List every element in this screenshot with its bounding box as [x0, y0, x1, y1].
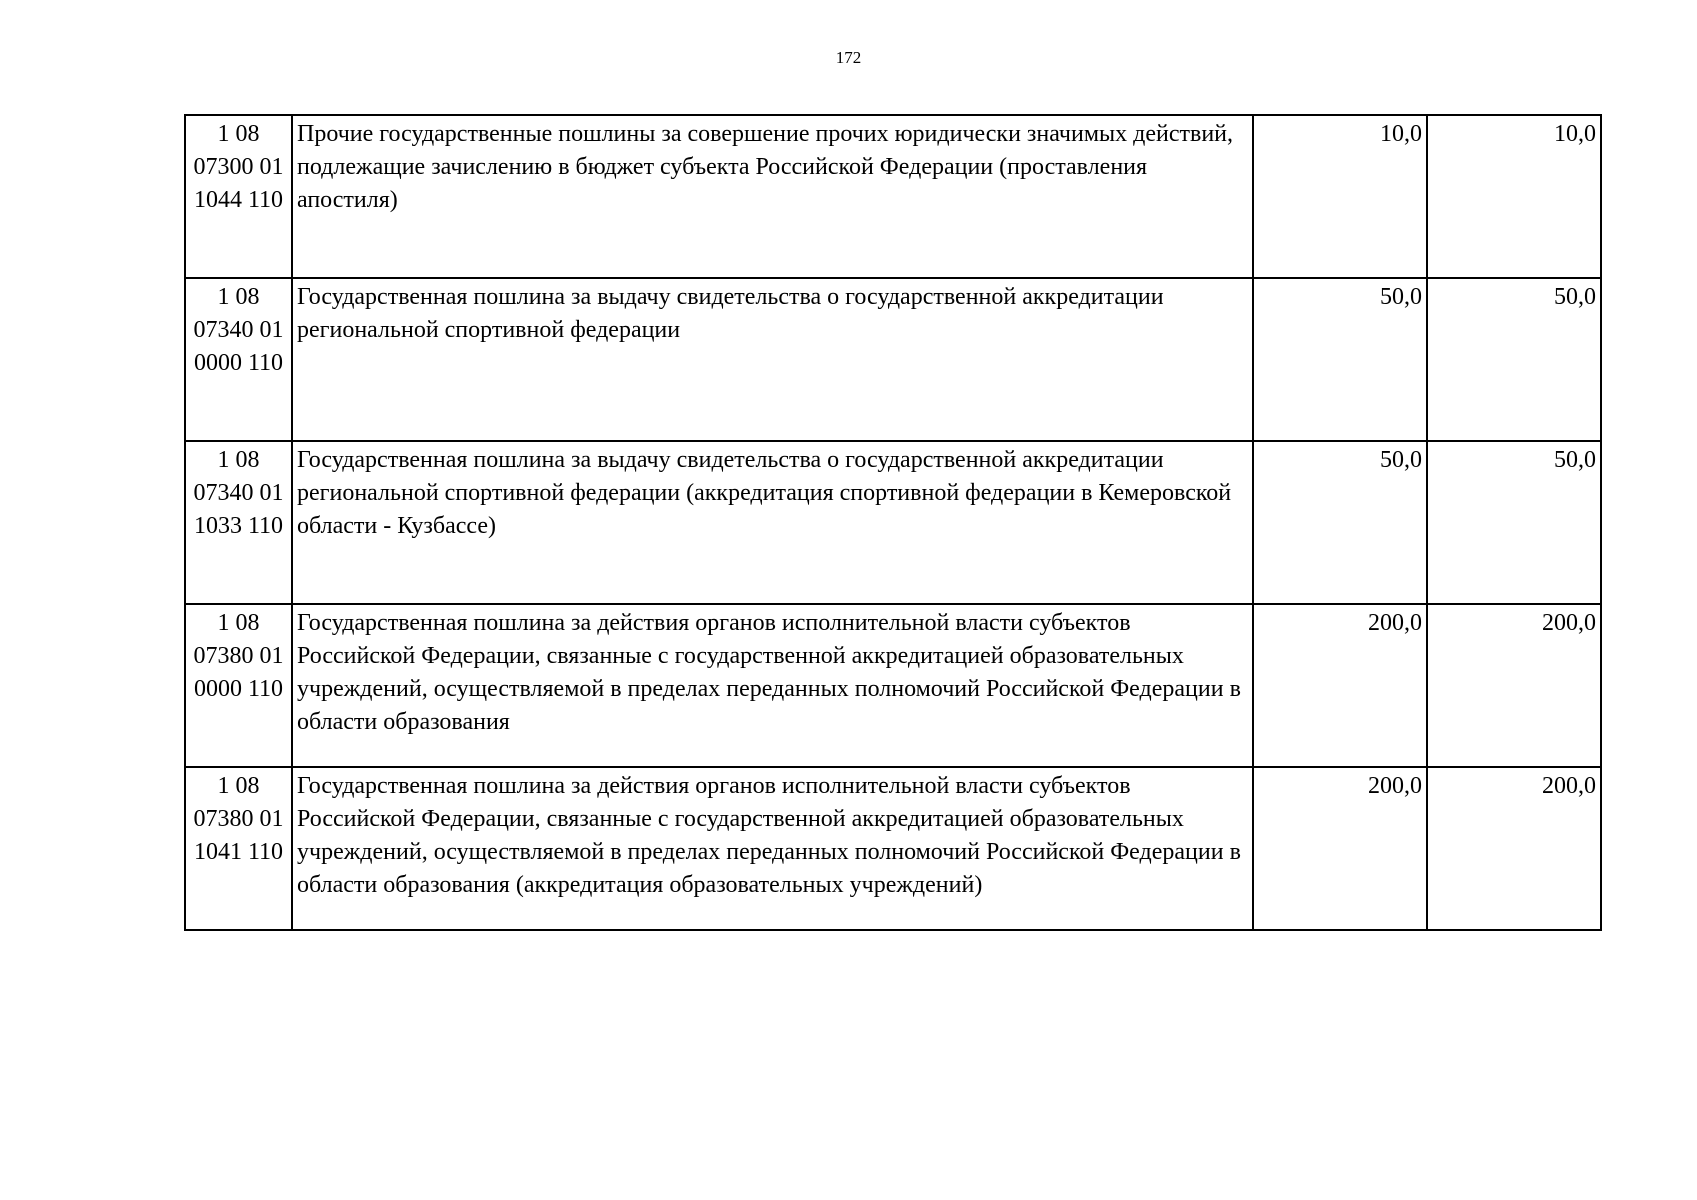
table-row: [185, 278, 1601, 441]
table-row: [185, 441, 1601, 604]
amount-cell-first-year: 50,0: [1253, 278, 1427, 441]
page-number: 172: [835, 48, 862, 67]
amount-cell-second-year: 10,0: [1427, 115, 1601, 278]
revenue-code-cell: 1 08 07340 01 1033 110: [185, 441, 292, 604]
revenue-code-cell: 1 08 07380 01 0000 110: [185, 604, 292, 767]
revenue-description-cell: Государственная пошлина за действия органов исполнительной власти субъектов Российской Федерации, связанные с государственной аккредитацией образовательных учреждений, осуществляемой в пределах переданных полномочий Российской Федерации в области образования: [292, 604, 1253, 767]
amount-cell-second-year: 50,0: [1427, 441, 1601, 604]
amount-cell-first-year: 200,0: [1253, 767, 1427, 930]
amount-cell-first-year: 200,0: [1253, 604, 1427, 767]
amount-cell-second-year: 200,0: [1427, 604, 1601, 767]
revenue-description-cell: Прочие государственные пошлины за совершение прочих юридически значимых действий, подлежащие зачислению в бюджет субъекта Российской Федерации (проставления апостиля): [292, 115, 1253, 278]
revenue-code-cell: 1 08 07300 01 1044 110: [185, 115, 292, 278]
amount-cell-first-year: 50,0: [1253, 441, 1427, 604]
revenue-code-cell: 1 08 07340 01 0000 110: [185, 278, 292, 441]
table-row: [185, 604, 1601, 767]
amount-cell-second-year: 50,0: [1427, 278, 1601, 441]
amount-cell-second-year: 200,0: [1427, 767, 1601, 930]
budget-revenue-table: [184, 114, 1602, 931]
amount-cell-first-year: 10,0: [1253, 115, 1427, 278]
table-row: [185, 115, 1601, 278]
revenue-code-cell: 1 08 07380 01 1041 110: [185, 767, 292, 930]
table-row: [185, 767, 1601, 930]
revenue-description-cell: Государственная пошлина за выдачу свидетельства о государственной аккредитации региональной спортивной федерации (аккредитация спортивной федерации в Кемеровской области - Кузбассе): [292, 441, 1253, 604]
revenue-description-cell: Государственная пошлина за выдачу свидетельства о государственной аккредитации региональной спортивной федерации: [292, 278, 1253, 441]
revenue-description-cell: Государственная пошлина за действия органов исполнительной власти субъектов Российской Федерации, связанные с государственной аккредитацией образовательных учреждений, осуществляемой в пределах переданных полномочий Российской Федерации в области образования (аккредитация образовательных учреждений): [292, 767, 1253, 930]
